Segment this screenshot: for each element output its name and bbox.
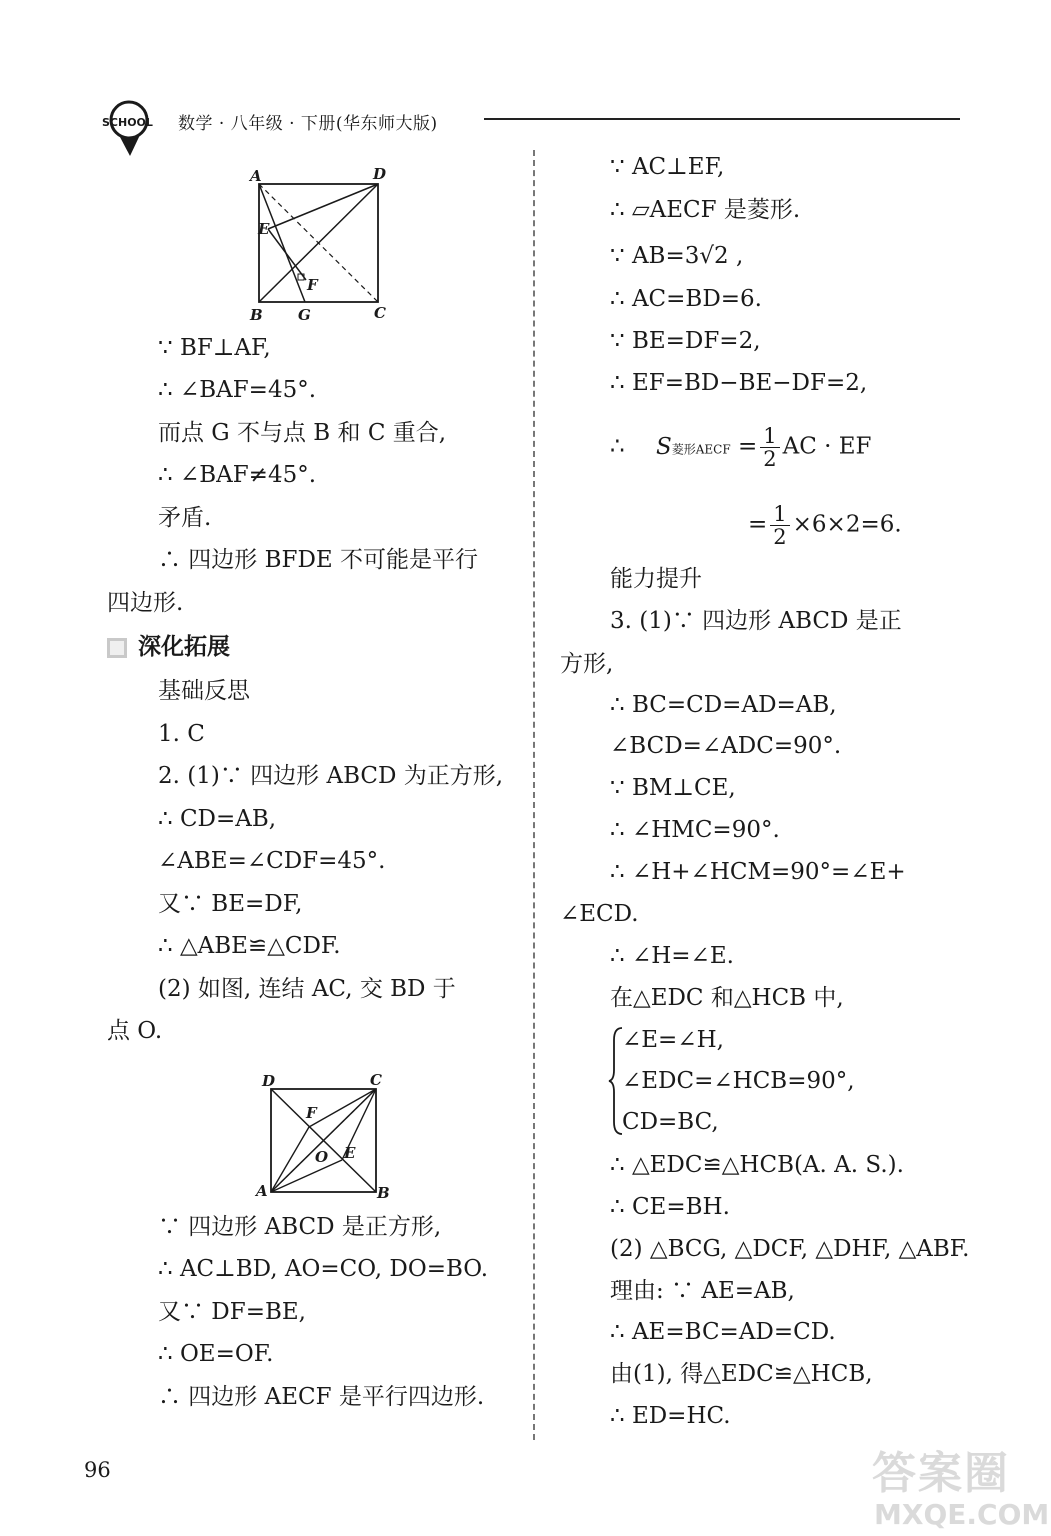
right-line: 3. (1)∵ 四边形 ABCD 是正 bbox=[610, 608, 902, 634]
right-line: 能力提升 bbox=[610, 566, 702, 592]
right-line: ∴ EF=BD−BE−DF=2, bbox=[610, 370, 868, 396]
right-line: ∴ ∠H+∠HCM=90°=∠E+ bbox=[610, 859, 906, 885]
fig2-label-o: O bbox=[315, 1148, 329, 1166]
right-line: ∴ CE=BH. bbox=[610, 1194, 730, 1220]
fig2-label-b: B bbox=[377, 1184, 390, 1202]
left-line: ∠ABE=∠CDF=45°. bbox=[158, 848, 386, 874]
left-line: ∴ △ABE≌△CDF. bbox=[158, 933, 341, 959]
left-line: ∴ 四边形 BFDE 不可能是平行 bbox=[158, 547, 479, 573]
fig1-label-e: E bbox=[258, 220, 270, 238]
page-number: 96 bbox=[84, 1458, 111, 1482]
right-line: ∴ ▱AECF 是菱形. bbox=[610, 197, 801, 223]
left-line: ∴ 四边形 AECF 是平行四边形. bbox=[158, 1384, 485, 1410]
left-line: ∴ ∠BAF=45°. bbox=[158, 377, 317, 403]
left-line: (2) 如图, 连结 AC, 交 BD 于 bbox=[158, 976, 456, 1002]
left-line: 2. (1)∵ 四边形 ABCD 为正方形, bbox=[158, 763, 504, 789]
system-line: ∠E=∠H, bbox=[622, 1027, 724, 1053]
fig1-label-b: B bbox=[250, 306, 263, 324]
right-line: ∴ AC=BD=6. bbox=[610, 286, 762, 312]
right-line: 方形, bbox=[560, 651, 614, 677]
fig2-label-e: E bbox=[344, 1144, 356, 1162]
watermark-logo: 答案圈 bbox=[872, 1448, 1010, 1499]
fig2-label-f: F bbox=[306, 1104, 317, 1122]
left-line: ∴ AC⊥BD, AO=CO, DO=BO. bbox=[158, 1256, 489, 1282]
fig1-label-g: G bbox=[298, 306, 311, 324]
sub-title: 基础反思 bbox=[158, 678, 250, 704]
header-title: 数学 · 八年级 · 下册(华东师大版) bbox=[178, 114, 438, 134]
figure-square-1 bbox=[240, 163, 400, 326]
watermark-url: MXQE.COM bbox=[874, 1498, 1050, 1531]
header-rule bbox=[484, 118, 960, 120]
section-title: 深化拓展 bbox=[138, 634, 230, 660]
left-line: ∵ 四边形 ABCD 是正方形, bbox=[158, 1214, 442, 1240]
fig2-label-a: A bbox=[256, 1182, 268, 1200]
right-line: ∴ AE=BC=AD=CD. bbox=[610, 1319, 836, 1345]
right-line: ∴ BC=CD=AD=AB, bbox=[610, 692, 837, 718]
system-line: ∠EDC=∠HCB=90°, bbox=[622, 1068, 855, 1094]
system-line: CD=BC, bbox=[622, 1109, 719, 1135]
left-line: 点 O. bbox=[107, 1018, 163, 1044]
fig2-label-c: C bbox=[370, 1071, 382, 1089]
fraction-half: $\frac{1}{2}$ bbox=[760, 425, 779, 470]
left-line: 又∵ DF=BE, bbox=[158, 1299, 306, 1325]
left-line: 又∵ BE=DF, bbox=[158, 891, 303, 917]
right-line: 理由: ∵ AE=AB, bbox=[610, 1278, 795, 1304]
figure-square-2 bbox=[254, 1068, 394, 1203]
left-line: 而点 G 不与点 B 和 C 重合, bbox=[158, 420, 447, 446]
right-line: 由(1), 得△EDC≌△HCB, bbox=[610, 1361, 873, 1387]
fig1-label-d: D bbox=[373, 165, 387, 183]
right-line: 在△EDC 和△HCB 中, bbox=[610, 985, 844, 1011]
right-line: ∴ ∠HMC=90°. bbox=[610, 817, 780, 843]
right-line: ∵ AB=3√2 , bbox=[610, 243, 744, 269]
left-line: 矛盾. bbox=[158, 505, 212, 531]
right-line: ∴ △EDC≌△HCB(A. A. S.). bbox=[610, 1152, 904, 1178]
right-line: ∠ECD. bbox=[560, 901, 639, 927]
left-line: 1. C bbox=[158, 721, 205, 747]
right-line: ∴ ED=HC. bbox=[610, 1403, 731, 1429]
area-formula-line1: ∴ S菱形AECF = $\frac{1}{2}$ AC · EF bbox=[610, 424, 872, 471]
left-line: ∴ CD=AB, bbox=[158, 806, 277, 832]
fig2-label-d: D bbox=[262, 1072, 276, 1090]
right-line: ∵ BM⊥CE, bbox=[610, 775, 736, 801]
left-line: 四边形. bbox=[107, 590, 184, 616]
column-divider bbox=[533, 150, 535, 1440]
right-line: ∴ ∠H=∠E. bbox=[610, 943, 734, 969]
fraction-half: $\frac{1}{2}$ bbox=[770, 503, 789, 548]
right-line: ∠BCD=∠ADC=90°. bbox=[610, 733, 842, 759]
badge-text: SCHOOL bbox=[102, 116, 153, 129]
right-line: ∵ BE=DF=2, bbox=[610, 328, 761, 354]
left-line: ∵ BF⊥AF, bbox=[158, 335, 271, 361]
fig1-label-a: A bbox=[250, 167, 262, 185]
fig1-label-c: C bbox=[374, 304, 386, 322]
left-line: ∴ OE=OF. bbox=[158, 1341, 274, 1367]
right-line: ∵ AC⊥EF, bbox=[610, 154, 725, 180]
fig1-label-f: F bbox=[307, 276, 318, 294]
left-line: ∴ ∠BAF≠45°. bbox=[158, 462, 317, 488]
right-line: (2) △BCG, △DCF, △DHF, △ABF. bbox=[610, 1236, 970, 1262]
school-badge-icon bbox=[98, 96, 168, 158]
area-formula-line2: = $\frac{1}{2}$ ×6×2=6. bbox=[748, 502, 902, 549]
